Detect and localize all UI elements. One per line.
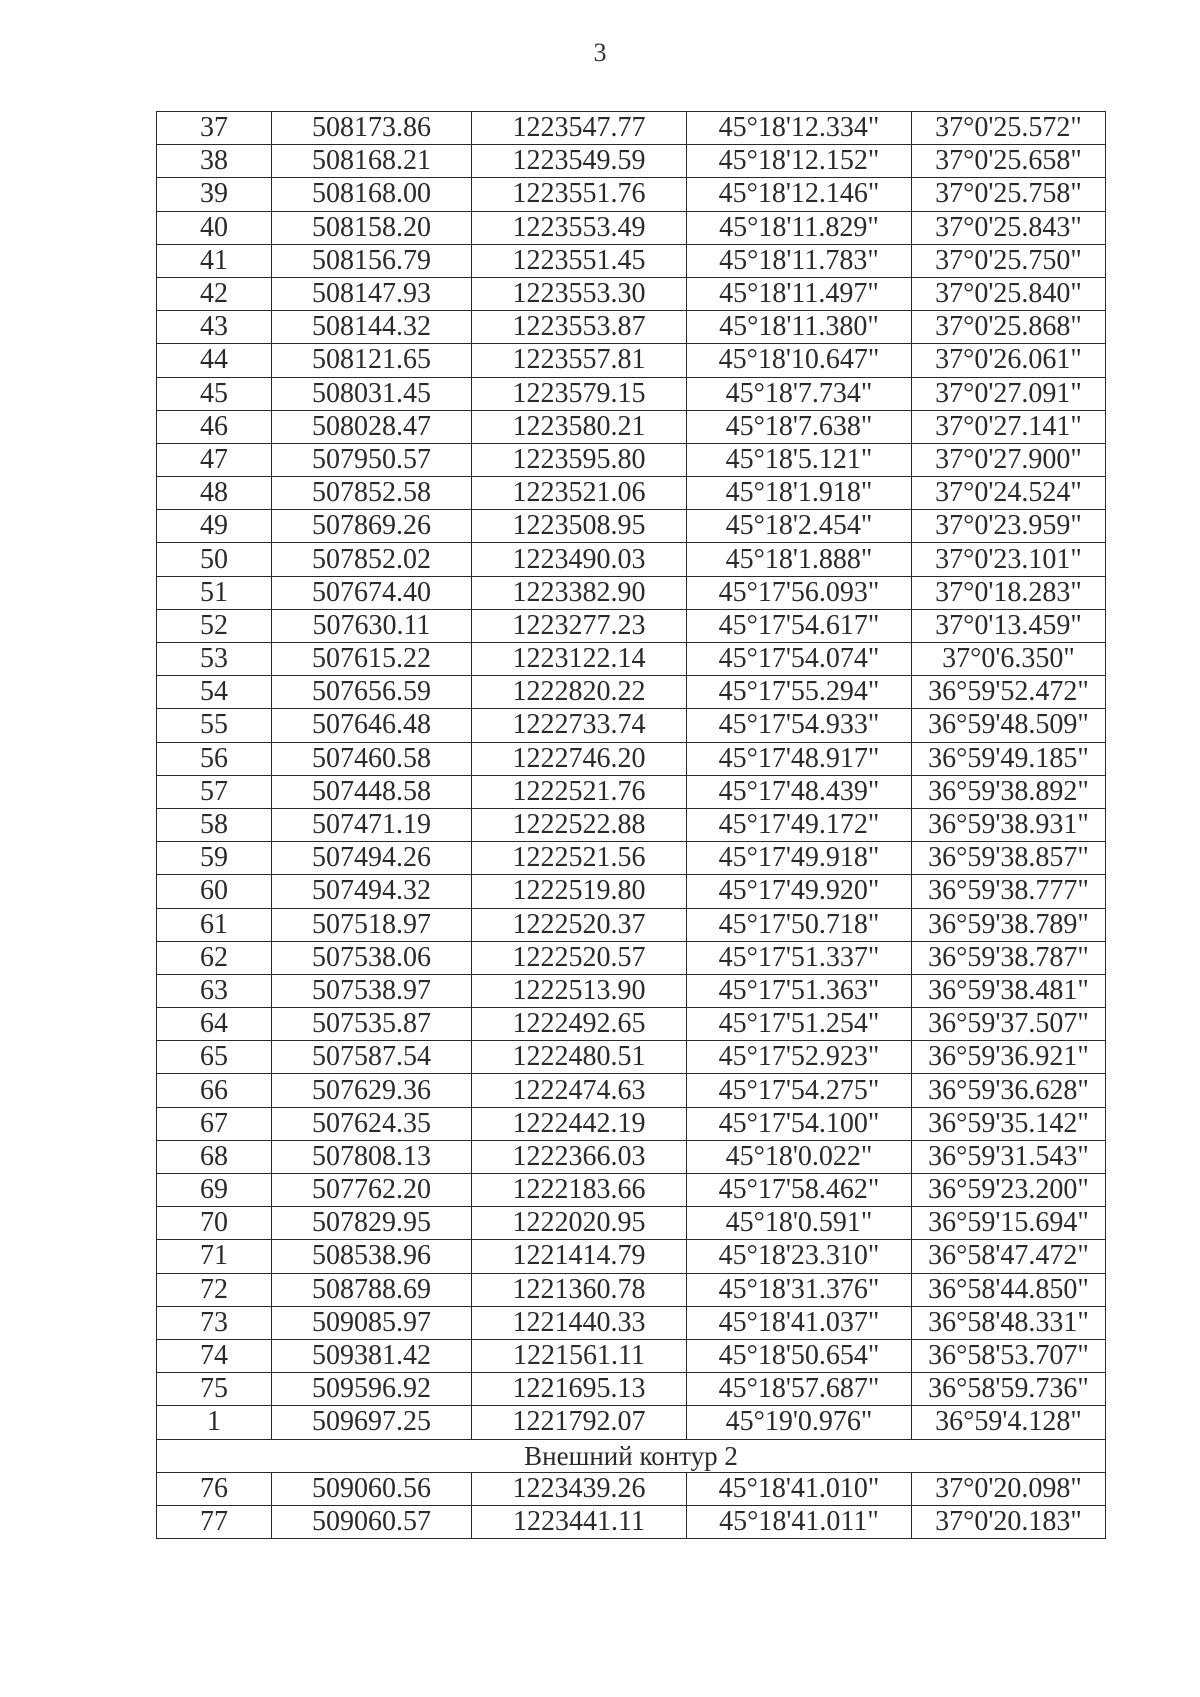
table-row xyxy=(157,875,1106,908)
table-row xyxy=(157,1373,1106,1406)
point-number-cell: 77 xyxy=(157,1505,272,1538)
latitude-cell: 45°17'54.100" xyxy=(687,1107,912,1140)
longitude-cell: 36°59'38.789" xyxy=(912,908,1106,941)
longitude-cell: 36°59'38.777" xyxy=(912,875,1106,908)
latitude-cell: 45°18'11.497" xyxy=(687,277,912,310)
table-row xyxy=(157,1472,1106,1505)
table-row xyxy=(157,1339,1106,1372)
longitude-cell: 37°0'27.900" xyxy=(912,443,1106,476)
section-title: Внешний контур 2 xyxy=(157,1439,1106,1472)
x-coordinate-cell: 507630.11 xyxy=(272,609,472,642)
point-number-cell: 62 xyxy=(157,941,272,974)
latitude-cell: 45°18'31.376" xyxy=(687,1273,912,1306)
table-row xyxy=(157,1505,1106,1538)
latitude-cell: 45°18'12.334" xyxy=(687,112,912,145)
x-coordinate-cell: 508156.79 xyxy=(272,244,472,277)
x-coordinate-cell: 509381.42 xyxy=(272,1339,472,1372)
longitude-cell: 37°0'24.524" xyxy=(912,477,1106,510)
y-coordinate-cell: 1223122.14 xyxy=(472,643,687,676)
point-number-cell: 76 xyxy=(157,1472,272,1505)
coordinates-table xyxy=(156,111,1106,1539)
y-coordinate-cell: 1222474.63 xyxy=(472,1074,687,1107)
longitude-cell: 36°59'49.185" xyxy=(912,742,1106,775)
table-row xyxy=(157,277,1106,310)
longitude-cell: 36°59'48.509" xyxy=(912,709,1106,742)
y-coordinate-cell: 1222521.56 xyxy=(472,842,687,875)
point-number-cell: 54 xyxy=(157,676,272,709)
y-coordinate-cell: 1222519.80 xyxy=(472,875,687,908)
y-coordinate-cell: 1221792.07 xyxy=(472,1406,687,1439)
table-row xyxy=(157,842,1106,875)
latitude-cell: 45°18'1.888" xyxy=(687,543,912,576)
table-row xyxy=(157,543,1106,576)
y-coordinate-cell: 1223547.77 xyxy=(472,112,687,145)
y-coordinate-cell: 1222513.90 xyxy=(472,974,687,1007)
y-coordinate-cell: 1222520.37 xyxy=(472,908,687,941)
x-coordinate-cell: 507808.13 xyxy=(272,1140,472,1173)
y-coordinate-cell: 1223595.80 xyxy=(472,443,687,476)
latitude-cell: 45°18'0.591" xyxy=(687,1207,912,1240)
y-coordinate-cell: 1223521.06 xyxy=(472,477,687,510)
point-number-cell: 61 xyxy=(157,908,272,941)
y-coordinate-cell: 1223553.87 xyxy=(472,311,687,344)
table-row xyxy=(157,775,1106,808)
point-number-cell: 42 xyxy=(157,277,272,310)
latitude-cell: 45°17'56.093" xyxy=(687,576,912,609)
latitude-cell: 45°18'23.310" xyxy=(687,1240,912,1273)
latitude-cell: 45°18'7.734" xyxy=(687,377,912,410)
longitude-cell: 37°0'25.843" xyxy=(912,211,1106,244)
table-row xyxy=(157,808,1106,841)
point-number-cell: 64 xyxy=(157,1008,272,1041)
x-coordinate-cell: 509697.25 xyxy=(272,1406,472,1439)
page-number: 3 xyxy=(593,38,607,67)
y-coordinate-cell: 1221360.78 xyxy=(472,1273,687,1306)
y-coordinate-cell: 1222820.22 xyxy=(472,676,687,709)
point-number-cell: 38 xyxy=(157,145,272,178)
table-row xyxy=(157,510,1106,543)
latitude-cell: 45°17'54.617" xyxy=(687,609,912,642)
x-coordinate-cell: 509060.57 xyxy=(272,1505,472,1538)
longitude-cell: 36°59'15.694" xyxy=(912,1207,1106,1240)
longitude-cell: 37°0'25.750" xyxy=(912,244,1106,277)
table-row xyxy=(157,377,1106,410)
table-row xyxy=(157,311,1106,344)
longitude-cell: 36°59'36.921" xyxy=(912,1041,1106,1074)
table-row xyxy=(157,1273,1106,1306)
table-row xyxy=(157,941,1106,974)
latitude-cell: 45°19'0.976" xyxy=(687,1406,912,1439)
y-coordinate-cell: 1223490.03 xyxy=(472,543,687,576)
table-row xyxy=(157,1207,1106,1240)
x-coordinate-cell: 507587.54 xyxy=(272,1041,472,1074)
latitude-cell: 45°17'51.337" xyxy=(687,941,912,974)
latitude-cell: 45°18'12.146" xyxy=(687,178,912,211)
latitude-cell: 45°18'41.011" xyxy=(687,1505,912,1538)
y-coordinate-cell: 1223553.49 xyxy=(472,211,687,244)
table-row xyxy=(157,410,1106,443)
longitude-cell: 36°59'23.200" xyxy=(912,1174,1106,1207)
y-coordinate-cell: 1223557.81 xyxy=(472,344,687,377)
x-coordinate-cell: 508168.00 xyxy=(272,178,472,211)
x-coordinate-cell: 507829.95 xyxy=(272,1207,472,1240)
table-row xyxy=(157,477,1106,510)
x-coordinate-cell: 507471.19 xyxy=(272,808,472,841)
x-coordinate-cell: 507624.35 xyxy=(272,1107,472,1140)
longitude-cell: 36°59'38.481" xyxy=(912,974,1106,1007)
table-row xyxy=(157,112,1106,145)
longitude-cell: 36°58'59.736" xyxy=(912,1373,1106,1406)
latitude-cell: 45°18'10.647" xyxy=(687,344,912,377)
x-coordinate-cell: 508173.86 xyxy=(272,112,472,145)
y-coordinate-cell: 1223382.90 xyxy=(472,576,687,609)
latitude-cell: 45°17'48.439" xyxy=(687,775,912,808)
latitude-cell: 45°18'50.654" xyxy=(687,1339,912,1372)
y-coordinate-cell: 1222522.88 xyxy=(472,808,687,841)
latitude-cell: 45°17'49.920" xyxy=(687,875,912,908)
x-coordinate-cell: 507762.20 xyxy=(272,1174,472,1207)
point-number-cell: 44 xyxy=(157,344,272,377)
x-coordinate-cell: 507852.02 xyxy=(272,543,472,576)
x-coordinate-cell: 507629.36 xyxy=(272,1074,472,1107)
table-row xyxy=(157,643,1106,676)
point-number-cell: 51 xyxy=(157,576,272,609)
point-number-cell: 45 xyxy=(157,377,272,410)
latitude-cell: 45°17'54.275" xyxy=(687,1074,912,1107)
table-row xyxy=(157,443,1106,476)
longitude-cell: 36°59'38.931" xyxy=(912,808,1106,841)
y-coordinate-cell: 1222746.20 xyxy=(472,742,687,775)
longitude-cell: 37°0'27.141" xyxy=(912,410,1106,443)
table-row xyxy=(157,576,1106,609)
x-coordinate-cell: 507460.58 xyxy=(272,742,472,775)
longitude-cell: 37°0'27.091" xyxy=(912,377,1106,410)
table-row xyxy=(157,676,1106,709)
y-coordinate-cell: 1221440.33 xyxy=(472,1306,687,1339)
latitude-cell: 45°18'5.121" xyxy=(687,443,912,476)
x-coordinate-cell: 508168.21 xyxy=(272,145,472,178)
y-coordinate-cell: 1222020.95 xyxy=(472,1207,687,1240)
table-row xyxy=(157,1240,1106,1273)
point-number-cell: 69 xyxy=(157,1174,272,1207)
latitude-cell: 45°17'58.462" xyxy=(687,1174,912,1207)
x-coordinate-cell: 508788.69 xyxy=(272,1273,472,1306)
y-coordinate-cell: 1223551.76 xyxy=(472,178,687,211)
y-coordinate-cell: 1222480.51 xyxy=(472,1041,687,1074)
latitude-cell: 45°18'11.380" xyxy=(687,311,912,344)
x-coordinate-cell: 507674.40 xyxy=(272,576,472,609)
y-coordinate-cell: 1223549.59 xyxy=(472,145,687,178)
latitude-cell: 45°17'52.923" xyxy=(687,1041,912,1074)
longitude-cell: 36°59'38.892" xyxy=(912,775,1106,808)
latitude-cell: 45°18'11.783" xyxy=(687,244,912,277)
longitude-cell: 36°58'53.707" xyxy=(912,1339,1106,1372)
latitude-cell: 45°18'11.829" xyxy=(687,211,912,244)
point-number-cell: 63 xyxy=(157,974,272,1007)
x-coordinate-cell: 508158.20 xyxy=(272,211,472,244)
x-coordinate-cell: 507852.58 xyxy=(272,477,472,510)
y-coordinate-cell: 1223439.26 xyxy=(472,1472,687,1505)
latitude-cell: 45°17'54.074" xyxy=(687,643,912,676)
table-row xyxy=(157,1174,1106,1207)
latitude-cell: 45°17'49.172" xyxy=(687,808,912,841)
longitude-cell: 36°59'36.628" xyxy=(912,1074,1106,1107)
longitude-cell: 37°0'25.658" xyxy=(912,145,1106,178)
x-coordinate-cell: 508121.65 xyxy=(272,344,472,377)
longitude-cell: 36°59'38.787" xyxy=(912,941,1106,974)
y-coordinate-cell: 1223441.11 xyxy=(472,1505,687,1538)
point-number-cell: 1 xyxy=(157,1406,272,1439)
longitude-cell: 37°0'23.101" xyxy=(912,543,1106,576)
latitude-cell: 45°17'49.918" xyxy=(687,842,912,875)
table-row xyxy=(157,344,1106,377)
x-coordinate-cell: 507656.59 xyxy=(272,676,472,709)
point-number-cell: 73 xyxy=(157,1306,272,1339)
x-coordinate-cell: 507869.26 xyxy=(272,510,472,543)
section-header-row xyxy=(157,1439,1106,1472)
point-number-cell: 55 xyxy=(157,709,272,742)
latitude-cell: 45°18'2.454" xyxy=(687,510,912,543)
point-number-cell: 72 xyxy=(157,1273,272,1306)
point-number-cell: 70 xyxy=(157,1207,272,1240)
y-coordinate-cell: 1222520.57 xyxy=(472,941,687,974)
table-row xyxy=(157,742,1106,775)
x-coordinate-cell: 507535.87 xyxy=(272,1008,472,1041)
y-coordinate-cell: 1223580.21 xyxy=(472,410,687,443)
point-number-cell: 67 xyxy=(157,1107,272,1140)
point-number-cell: 50 xyxy=(157,543,272,576)
table-row xyxy=(157,244,1106,277)
table-row xyxy=(157,145,1106,178)
y-coordinate-cell: 1221414.79 xyxy=(472,1240,687,1273)
table-row xyxy=(157,1041,1106,1074)
point-number-cell: 53 xyxy=(157,643,272,676)
table-row xyxy=(157,1406,1106,1439)
y-coordinate-cell: 1223551.45 xyxy=(472,244,687,277)
latitude-cell: 45°17'51.363" xyxy=(687,974,912,1007)
table-row xyxy=(157,709,1106,742)
longitude-cell: 36°59'31.543" xyxy=(912,1140,1106,1173)
longitude-cell: 37°0'20.183" xyxy=(912,1505,1106,1538)
x-coordinate-cell: 508028.47 xyxy=(272,410,472,443)
longitude-cell: 37°0'26.061" xyxy=(912,344,1106,377)
table-row xyxy=(157,1008,1106,1041)
point-number-cell: 41 xyxy=(157,244,272,277)
x-coordinate-cell: 509596.92 xyxy=(272,1373,472,1406)
x-coordinate-cell: 508147.93 xyxy=(272,277,472,310)
point-number-cell: 71 xyxy=(157,1240,272,1273)
x-coordinate-cell: 509060.56 xyxy=(272,1472,472,1505)
x-coordinate-cell: 509085.97 xyxy=(272,1306,472,1339)
point-number-cell: 56 xyxy=(157,742,272,775)
table-row xyxy=(157,1140,1106,1173)
longitude-cell: 37°0'25.572" xyxy=(912,112,1106,145)
table-row xyxy=(157,1107,1106,1140)
latitude-cell: 45°17'50.718" xyxy=(687,908,912,941)
y-coordinate-cell: 1222183.66 xyxy=(472,1174,687,1207)
point-number-cell: 74 xyxy=(157,1339,272,1372)
y-coordinate-cell: 1223579.15 xyxy=(472,377,687,410)
x-coordinate-cell: 507448.58 xyxy=(272,775,472,808)
longitude-cell: 36°58'48.331" xyxy=(912,1306,1106,1339)
coordinates-table-body xyxy=(157,112,1106,1539)
latitude-cell: 45°17'55.294" xyxy=(687,676,912,709)
x-coordinate-cell: 507538.06 xyxy=(272,941,472,974)
longitude-cell: 37°0'25.868" xyxy=(912,311,1106,344)
latitude-cell: 45°18'41.037" xyxy=(687,1306,912,1339)
point-number-cell: 48 xyxy=(157,477,272,510)
longitude-cell: 37°0'25.840" xyxy=(912,277,1106,310)
y-coordinate-cell: 1223277.23 xyxy=(472,609,687,642)
longitude-cell: 36°59'35.142" xyxy=(912,1107,1106,1140)
y-coordinate-cell: 1222521.76 xyxy=(472,775,687,808)
longitude-cell: 37°0'13.459" xyxy=(912,609,1106,642)
table-row xyxy=(157,1074,1106,1107)
point-number-cell: 68 xyxy=(157,1140,272,1173)
y-coordinate-cell: 1222492.65 xyxy=(472,1008,687,1041)
y-coordinate-cell: 1223508.95 xyxy=(472,510,687,543)
point-number-cell: 57 xyxy=(157,775,272,808)
y-coordinate-cell: 1222366.03 xyxy=(472,1140,687,1173)
x-coordinate-cell: 508144.32 xyxy=(272,311,472,344)
longitude-cell: 36°59'37.507" xyxy=(912,1008,1106,1041)
longitude-cell: 36°59'52.472" xyxy=(912,676,1106,709)
point-number-cell: 60 xyxy=(157,875,272,908)
x-coordinate-cell: 507538.97 xyxy=(272,974,472,1007)
y-coordinate-cell: 1223553.30 xyxy=(472,277,687,310)
point-number-cell: 47 xyxy=(157,443,272,476)
y-coordinate-cell: 1222733.74 xyxy=(472,709,687,742)
point-number-cell: 46 xyxy=(157,410,272,443)
point-number-cell: 59 xyxy=(157,842,272,875)
table-row xyxy=(157,178,1106,211)
longitude-cell: 36°59'38.857" xyxy=(912,842,1106,875)
point-number-cell: 39 xyxy=(157,178,272,211)
longitude-cell: 36°58'44.850" xyxy=(912,1273,1106,1306)
latitude-cell: 45°17'48.917" xyxy=(687,742,912,775)
longitude-cell: 36°59'4.128" xyxy=(912,1406,1106,1439)
x-coordinate-cell: 508031.45 xyxy=(272,377,472,410)
x-coordinate-cell: 507615.22 xyxy=(272,643,472,676)
latitude-cell: 45°18'41.010" xyxy=(687,1472,912,1505)
y-coordinate-cell: 1221561.11 xyxy=(472,1339,687,1372)
x-coordinate-cell: 507494.32 xyxy=(272,875,472,908)
table-row xyxy=(157,1306,1106,1339)
latitude-cell: 45°17'54.933" xyxy=(687,709,912,742)
latitude-cell: 45°18'1.918" xyxy=(687,477,912,510)
x-coordinate-cell: 507950.57 xyxy=(272,443,472,476)
point-number-cell: 43 xyxy=(157,311,272,344)
x-coordinate-cell: 508538.96 xyxy=(272,1240,472,1273)
point-number-cell: 40 xyxy=(157,211,272,244)
longitude-cell: 37°0'18.283" xyxy=(912,576,1106,609)
longitude-cell: 37°0'6.350" xyxy=(912,643,1106,676)
latitude-cell: 45°18'57.687" xyxy=(687,1373,912,1406)
point-number-cell: 58 xyxy=(157,808,272,841)
latitude-cell: 45°18'12.152" xyxy=(687,145,912,178)
longitude-cell: 37°0'20.098" xyxy=(912,1472,1106,1505)
y-coordinate-cell: 1221695.13 xyxy=(472,1373,687,1406)
x-coordinate-cell: 507494.26 xyxy=(272,842,472,875)
point-number-cell: 49 xyxy=(157,510,272,543)
latitude-cell: 45°17'51.254" xyxy=(687,1008,912,1041)
longitude-cell: 37°0'23.959" xyxy=(912,510,1106,543)
table-row xyxy=(157,211,1106,244)
x-coordinate-cell: 507646.48 xyxy=(272,709,472,742)
latitude-cell: 45°18'7.638" xyxy=(687,410,912,443)
x-coordinate-cell: 507518.97 xyxy=(272,908,472,941)
longitude-cell: 36°58'47.472" xyxy=(912,1240,1106,1273)
point-number-cell: 37 xyxy=(157,112,272,145)
point-number-cell: 65 xyxy=(157,1041,272,1074)
table-row xyxy=(157,974,1106,1007)
point-number-cell: 52 xyxy=(157,609,272,642)
table-row xyxy=(157,908,1106,941)
point-number-cell: 66 xyxy=(157,1074,272,1107)
point-number-cell: 75 xyxy=(157,1373,272,1406)
longitude-cell: 37°0'25.758" xyxy=(912,178,1106,211)
table-row xyxy=(157,609,1106,642)
latitude-cell: 45°18'0.022" xyxy=(687,1140,912,1173)
y-coordinate-cell: 1222442.19 xyxy=(472,1107,687,1140)
